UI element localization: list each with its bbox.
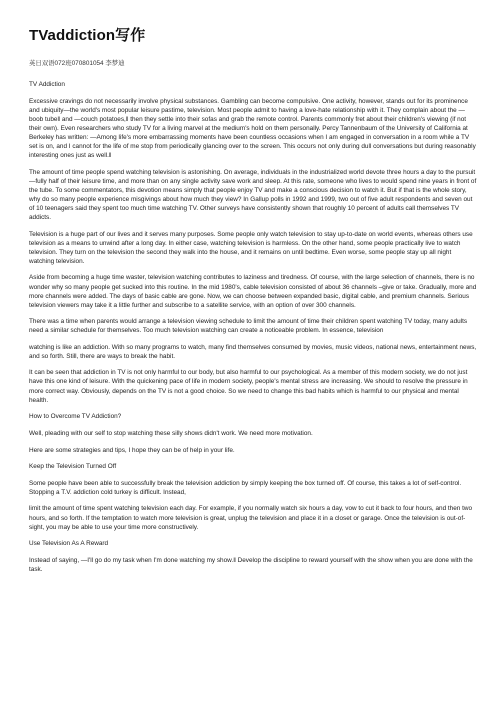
paragraph: Here are some strategies and tips, I hope they can be of help in your life. bbox=[29, 446, 235, 454]
paragraph: Excessive cravings do not necessarily involve physical substances. Gambling can become compulsive. One activity, however, stands out for its prominence and ubiquity—the world's most popular leisure pastime, television. Most people admit to having a love-hate relationship with it. They complain about the —boob tube‖ and —couch potatoes,‖ then they settle into their sofas and grab the remote control. Parents commonly fret about their children's viewing (if not their own). Even researchers who study TV for a living marvel at the medium's hold on them personally. Percy Tannenbaum of the University of California at Berkeley has written: —Among life's more embarrassing moments have been countless occasions when I am engaged in conversation in a room while a TV set is on, and I cannot for the life of me stop from periodically glancing over to the screen. This occurs not only during dull conversations but during reasonably interesting ones just as well.‖ bbox=[29, 97, 476, 160]
document-title: TVaddiction写作 bbox=[29, 27, 146, 44]
paragraph: There was a time when parents would arrange a television viewing schedule to limit the amount of time their children spent watching TV today, many adults need a similar schedule for themselves. Too much television watching can create a noticeable problem. In essence, television bbox=[29, 318, 468, 335]
document-content bbox=[29, 24, 477, 581]
section-heading: TV Addiction bbox=[29, 81, 65, 88]
section-heading: Keep the Television Turned Off bbox=[29, 463, 117, 471]
paragraph: It can be seen that addiction in TV is not only harmful to our body, but also harmful to our psychological. As a member of this modern society, we do not just have this one kind of leisure. With the quickening pace of life in modern society, people's mental stress are increasing. We should to resolve the pressure in more correct way. Obviously, depends on the TV is not a good choice. So we need to change this bad habits which is harmful to our physical and mental health. bbox=[29, 369, 468, 404]
section-heading: Use Television As A Reward bbox=[29, 540, 109, 548]
author-line: 英日双语072班070801054 李梦迪 bbox=[29, 60, 125, 67]
paragraph: The amount of time people spend watching television is astonishing. On average, individuals in the industrialized world devote three hours a day to the pursuit—fully half of their leisure time, and more than on any single activity save work and sleep. At this rate, someone who lives to would spend nine years in front of the tube. To some commentators, this devotion means simply that people enjoy TV and make a conscious decision to watch it. But if that is the whole story, why do so many people experience misgivings about how much they view? In Gallup polls in 1992 and 1999, two out of five adult respondents and seven out of 10 teenagers said they spent too much time watching TV. Other surveys have consistently shown that roughly 10 percent of adults call themselves TV addicts. bbox=[29, 168, 477, 222]
paragraph: Instead of saying, —I'll go do my task when I'm done watching my show.‖ Develop the discipline to reward yourself with the show when you are done with the task. bbox=[29, 556, 473, 573]
paragraph: watching is like an addiction. With so many programs to watch, many find themselves consumed by movies, music videos, national news, entertainment news, and so forth. Still, there are ways to break the habit. bbox=[29, 343, 477, 360]
paragraph: Well, pleading with our self to stop watching these silly shows didn't work. We need more motivation. bbox=[29, 429, 313, 437]
paragraph: Television is a huge part of our lives and it serves many purposes. Some people only watch television to stay up-to-date on world events, whereas others use television as a means to unwind after a long day. In either case, watching television is harmless. On the other hand, some people practically live to watch television. They turn on the television the second they walk into the house, and it remains on until bedtime. Even worse, some people stay up all night watching television. bbox=[29, 230, 473, 265]
section-heading: How to Overcome TV Addiction? bbox=[29, 413, 122, 421]
paragraph: Some people have been able to successfully break the television addiction by simply keeping the box turned off. Of course, this takes a lot of self-control. Stopping a T.V. addiction cold turkey is difficult. Instead, bbox=[29, 479, 462, 496]
paragraph: limit the amount of time spent watching television each day. For example, if you normally watch six hours a day, vow to cut it back to four hours, and then two hours, and so forth. If the temptation to watch more television is great, unplug the television and place it in a closet or garage. Once the television is out-of-sight, you may be able to use your time more constructively. bbox=[29, 505, 473, 531]
paragraph: Aside from becoming a huge time waster, television watching contributes to laziness and tiredness. Of course, with the large selection of channels, there is no wonder why so many people get sucked into this routine. In the mid 1980's, cable television consisted of about 36 channels –give or take. Gradually, more and more channels were added. The days of basic cable are gone. Now, we can choose between expanded basic, digital cable, and premium channels. Serious television viewers may take it a little further and subscribe to a satellite service, with an option of over 300 channels. bbox=[29, 274, 477, 309]
